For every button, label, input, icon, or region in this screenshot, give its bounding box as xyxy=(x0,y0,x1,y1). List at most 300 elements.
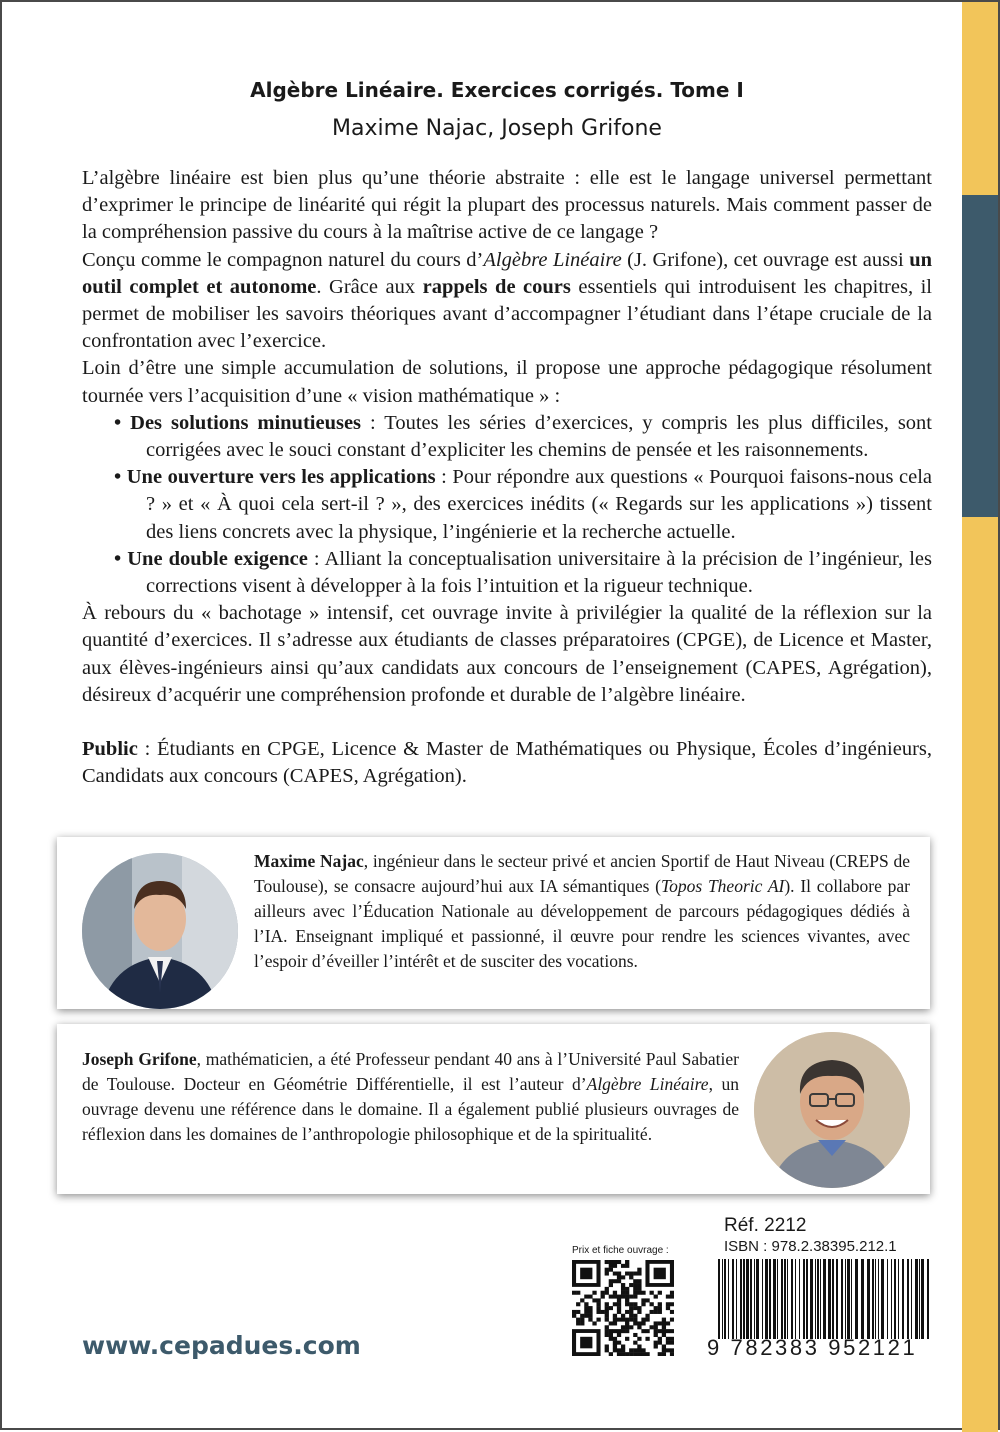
qr-module xyxy=(617,1352,621,1356)
qr-module xyxy=(645,1318,649,1322)
bullet-marker: • xyxy=(114,466,122,489)
qr-module xyxy=(654,1321,658,1325)
bio-text: , un ouvrage devenu une référence dans le domaine. Il a également publié plusieurs ouvrages de réflexion dans les domaines de l’anthropologie philosophique et de la spiritualité. xyxy=(82,1074,740,1144)
qr-module xyxy=(629,1348,633,1352)
qr-module xyxy=(596,1298,600,1302)
barcode-bar xyxy=(781,1259,783,1339)
qr-module xyxy=(654,1295,658,1299)
qr-module xyxy=(617,1275,621,1279)
description xyxy=(82,165,932,790)
qr-module xyxy=(613,1302,617,1306)
qr-module xyxy=(592,1298,596,1302)
barcode-bar xyxy=(836,1259,838,1339)
qr-module xyxy=(654,1329,658,1333)
qr-module xyxy=(670,1310,674,1314)
qr-module xyxy=(621,1314,625,1318)
qr-module xyxy=(637,1272,641,1276)
qr-module xyxy=(617,1329,621,1333)
barcode-bar xyxy=(861,1259,864,1339)
italic-title: Algèbre Linéaire xyxy=(483,248,622,271)
qr-module xyxy=(633,1295,637,1299)
barcode-bar xyxy=(921,1259,924,1339)
qr-finder xyxy=(580,1268,592,1280)
qr-module xyxy=(605,1310,609,1314)
qr-module xyxy=(617,1333,621,1337)
qr-module xyxy=(625,1352,629,1356)
qr-module xyxy=(613,1318,617,1322)
qr-module xyxy=(605,1348,609,1352)
qr-module xyxy=(666,1341,670,1345)
qr-finder xyxy=(580,1337,592,1349)
audience-text: : Étudiants en CPGE, Licence & Master de Mathématiques ou Physique, Écoles d’ingénieurs, Candidats aux concours (CAPES, Agrégation). xyxy=(82,738,932,788)
barcode-bar xyxy=(769,1259,771,1339)
qr-module xyxy=(629,1352,633,1356)
qr-module xyxy=(621,1264,625,1268)
qr-module xyxy=(621,1283,625,1287)
qr-module xyxy=(637,1321,641,1325)
qr-module xyxy=(617,1348,621,1352)
qr-module xyxy=(654,1325,658,1329)
barcode-digits: 9 782383 952121 xyxy=(707,1335,918,1360)
qr-module xyxy=(662,1318,666,1322)
qr-module xyxy=(641,1348,645,1352)
qr-module xyxy=(625,1295,629,1299)
qr-module xyxy=(588,1314,592,1318)
qr-module xyxy=(658,1291,662,1295)
qr-module xyxy=(605,1268,609,1272)
bullet-item xyxy=(114,464,932,546)
qr-module xyxy=(629,1314,633,1318)
barcode-bar xyxy=(732,1259,734,1339)
qr-module xyxy=(609,1306,613,1310)
qr-module xyxy=(666,1329,670,1333)
qr-module xyxy=(605,1291,609,1295)
bullet-text: : Alliant la conceptualisation universitaire à la précision de l’ingénieur, les corrections visent à développer à la fois l’intuition et la rigueur technique. xyxy=(146,547,932,598)
qr-module xyxy=(633,1306,637,1310)
qr-module xyxy=(588,1318,592,1322)
qr-module xyxy=(621,1318,625,1322)
qr-module xyxy=(596,1318,600,1322)
text-run: (J. Grifone), cet ouvrage est aussi xyxy=(621,248,910,271)
barcode-bar xyxy=(872,1259,874,1339)
qr-module xyxy=(609,1283,613,1287)
qr-module xyxy=(629,1310,633,1314)
author-name: Maxime Najac xyxy=(254,851,364,871)
barcode-bar xyxy=(867,1259,870,1339)
bold-phrase: rappels de cours xyxy=(422,275,571,298)
qr-module xyxy=(670,1302,674,1306)
qr-module xyxy=(650,1302,654,1306)
qr-module xyxy=(576,1302,580,1306)
qr-module xyxy=(621,1325,625,1329)
qr-module xyxy=(605,1329,609,1333)
barcode-bar xyxy=(777,1259,778,1339)
qr-module xyxy=(576,1318,580,1322)
barcode-bar xyxy=(750,1259,752,1339)
barcode-bar xyxy=(765,1259,768,1339)
barcode-bar xyxy=(823,1259,826,1339)
qr-module xyxy=(613,1264,617,1268)
qr-module xyxy=(641,1318,645,1322)
qr-module xyxy=(625,1291,629,1295)
qr-module xyxy=(658,1341,662,1345)
qr-module xyxy=(580,1321,584,1325)
qr-module xyxy=(662,1325,666,1329)
qr-module xyxy=(584,1302,588,1306)
qr-module xyxy=(637,1344,641,1348)
qr-module xyxy=(629,1306,633,1310)
barcode-bar xyxy=(875,1259,876,1339)
qr-module xyxy=(609,1337,613,1341)
qr-module xyxy=(641,1291,645,1295)
qr-module xyxy=(666,1348,670,1352)
qr-module xyxy=(633,1291,637,1295)
barcode-bar xyxy=(851,1259,852,1339)
qr-module xyxy=(662,1348,666,1352)
qr-module xyxy=(666,1337,670,1341)
qr-module xyxy=(625,1310,629,1314)
qr-module xyxy=(617,1295,621,1299)
barcode-bar xyxy=(718,1259,720,1339)
qr-module xyxy=(633,1348,637,1352)
bullet-title: Des solutions minutieuses xyxy=(130,411,362,434)
barcode-bar xyxy=(722,1259,723,1339)
qr-module xyxy=(629,1302,633,1306)
qr-module xyxy=(633,1352,637,1356)
author-bio-card-grifone xyxy=(57,1024,930,1194)
barcode-bar xyxy=(817,1259,819,1339)
qr-module xyxy=(666,1306,670,1310)
barcode-bar xyxy=(740,1259,742,1339)
qr-module xyxy=(645,1337,649,1341)
qr-module xyxy=(609,1321,613,1325)
qr-module xyxy=(637,1352,641,1356)
book-title: Algèbre Linéaire. Exercices corrigés. Tome I xyxy=(250,78,744,102)
barcode-bar xyxy=(810,1259,813,1339)
qr-module xyxy=(605,1306,609,1310)
qr-module xyxy=(576,1321,580,1325)
text-run: . Grâce aux xyxy=(316,275,423,298)
barcode-bar xyxy=(787,1259,788,1339)
qr-module xyxy=(629,1295,633,1299)
qr-module xyxy=(605,1344,609,1348)
text-run: essentiels qui introduisent les chapitres, il permet de mobiliser les savoirs théoriques avant d’accompagner l’étudiant dans l’étape cruciale de la confrontation avec l’exercice. xyxy=(82,275,933,353)
qr-module xyxy=(625,1337,629,1341)
qr-module xyxy=(662,1344,666,1348)
qr-module xyxy=(670,1352,674,1356)
qr-module xyxy=(629,1272,633,1276)
qr-module xyxy=(658,1302,662,1306)
bullet-text: : Toutes les séries d’exercices, y compris les plus difficiles, sont corrigées avec le souci constant d’expliciter les chemins de pensée et les raisonnements. xyxy=(146,411,932,462)
barcode-bar xyxy=(898,1259,899,1339)
qr-module xyxy=(637,1325,641,1329)
qr-module xyxy=(596,1306,600,1310)
qr-module xyxy=(670,1337,674,1341)
qr-module xyxy=(572,1314,576,1318)
reference-number: Réf. 2212 xyxy=(724,1215,807,1236)
barcode-bar xyxy=(746,1259,749,1339)
barcode-bar xyxy=(756,1259,759,1339)
qr-module xyxy=(613,1337,617,1341)
qr-module xyxy=(580,1318,584,1322)
qr-module xyxy=(605,1325,609,1329)
qr-module xyxy=(621,1352,625,1356)
qr-module xyxy=(609,1279,613,1283)
qr-module xyxy=(645,1298,649,1302)
barcode-bar xyxy=(828,1259,831,1339)
barcode-bar xyxy=(847,1259,850,1339)
barcode-bar xyxy=(891,1259,892,1339)
barcode-bar xyxy=(784,1259,786,1339)
bio-text: , mathématicien, a été Professeur pendant 40 ans à l’Université Paul Sabatier de Toulouse. Docteur en Géométrie Différentielle, il est l’auteur d’ xyxy=(82,1049,739,1094)
qr-module xyxy=(621,1295,625,1299)
intro-paragraph-1: L’algèbre linéaire est bien plus qu’une théorie abstraite : elle est le langage universel permettant d’exprimer le principe de linéarité qui régit la plupart des processus naturels. Mais comment passer de la compréhension passive du cours à la maîtrise active de ce langage ? xyxy=(82,167,932,244)
bullet-marker: • xyxy=(114,411,122,434)
qr-module xyxy=(670,1291,674,1295)
qr-module xyxy=(625,1302,629,1306)
qr-module xyxy=(641,1329,645,1333)
qr-module xyxy=(666,1295,670,1299)
qr-finder xyxy=(654,1268,666,1280)
qr-module xyxy=(584,1314,588,1318)
qr-module xyxy=(605,1318,609,1322)
qr-module xyxy=(617,1298,621,1302)
qr-module xyxy=(613,1279,617,1283)
qr-module xyxy=(625,1321,629,1325)
qr-module xyxy=(605,1260,609,1264)
qr-module xyxy=(617,1302,621,1306)
italic-title: Algèbre Linéaire xyxy=(586,1074,709,1094)
text-run: Conçu comme le compagnon naturel du cours d’ xyxy=(82,248,484,271)
qr-module xyxy=(609,1333,613,1337)
qr-module xyxy=(662,1333,666,1337)
barcode-bar xyxy=(881,1259,884,1339)
qr-module xyxy=(609,1352,613,1356)
qr-module xyxy=(613,1314,617,1318)
publisher-website[interactable]: www.cepadues.com xyxy=(82,1331,361,1360)
isbn-number: ISBN : 978.2.38395.212.1 xyxy=(724,1238,897,1255)
intro-paragraph-2 xyxy=(82,247,932,356)
barcode-bar xyxy=(803,1259,805,1339)
qr-module xyxy=(633,1321,637,1325)
qr-module xyxy=(617,1318,621,1322)
qr-module xyxy=(629,1275,633,1279)
barcode-bar xyxy=(724,1259,726,1339)
barcode-bar xyxy=(907,1259,909,1339)
qr-module xyxy=(633,1318,637,1322)
intro-paragraph-3: Loin d’être une simple accumulation de solutions, il propose une approche pédagogique résolument tournée vers l’acquisition d’une « vision mathématique » : xyxy=(82,357,932,407)
qr-module xyxy=(666,1321,670,1325)
qr-module xyxy=(637,1279,641,1283)
qr-module xyxy=(645,1352,649,1356)
qr-module xyxy=(658,1321,662,1325)
qr-module xyxy=(650,1310,654,1314)
qr-module xyxy=(654,1333,658,1337)
qr-module xyxy=(670,1341,674,1345)
qr-module xyxy=(609,1329,613,1333)
qr-module xyxy=(621,1287,625,1291)
bullet-text: : Pour répondre aux questions « Pourquoi faisons-nous cela ? » et « À quoi cela sert-il ? », des exercices inédits (« Regards sur les applications ») tissent des liens concrets avec la physique, l’ingénierie et la recherche actuelle. xyxy=(146,466,932,543)
barcode-bar xyxy=(878,1259,879,1339)
qr-module xyxy=(641,1298,645,1302)
italic-title: Topos Theoric AI xyxy=(661,876,785,896)
qr-module xyxy=(601,1291,605,1295)
qr-module xyxy=(625,1287,629,1291)
qr-module xyxy=(637,1283,641,1287)
qr-module xyxy=(588,1306,592,1310)
qr-module xyxy=(633,1287,637,1291)
qr-module xyxy=(580,1298,584,1302)
qr-module xyxy=(601,1295,605,1299)
barcode-bar xyxy=(841,1259,843,1339)
qr-module xyxy=(637,1306,641,1310)
author-bio-najac xyxy=(254,849,910,974)
portrait-illustration xyxy=(754,1032,910,1188)
bio-text: ). Il collabore par ailleurs avec l’Éducation Nationale au développement de parcours pédagogiques dédiés à l’IA. Enseignant impliqué et passionné, il œuvre pour rendre les sciences vivantes, avec l’espoir d’éveiller l’intérêt et de susciter des vocations. xyxy=(254,876,910,971)
barcode-bar xyxy=(915,1259,918,1339)
qr-module xyxy=(662,1352,666,1356)
bullet-title: Une ouverture vers les applications xyxy=(126,466,436,489)
bullet-marker: • xyxy=(114,547,122,570)
barcode-bar xyxy=(762,1259,763,1339)
qr-module xyxy=(592,1321,596,1325)
qr-module xyxy=(625,1325,629,1329)
qr-module xyxy=(601,1310,605,1314)
qr-module xyxy=(654,1341,658,1345)
qr-module xyxy=(637,1291,641,1295)
qr-module xyxy=(592,1291,596,1295)
qr-module xyxy=(658,1306,662,1310)
portrait-illustration xyxy=(82,853,238,1009)
book-authors: Maxime Najac, Joseph Grifone xyxy=(332,116,662,141)
barcode-bar xyxy=(773,1259,776,1339)
qr-module xyxy=(621,1348,625,1352)
audience-label: Public xyxy=(82,738,138,761)
barcode-bar xyxy=(754,1259,755,1339)
qr-module xyxy=(605,1314,609,1318)
qr-module xyxy=(621,1344,625,1348)
barcode-bar xyxy=(791,1259,793,1339)
qr-label: Prix et fiche ouvrage : xyxy=(572,1245,669,1256)
qr-module xyxy=(605,1333,609,1337)
isbn-barcode xyxy=(718,1259,930,1339)
qr-module xyxy=(670,1318,674,1322)
qr-module xyxy=(633,1314,637,1318)
qr-module xyxy=(621,1329,625,1333)
qr-module xyxy=(629,1325,633,1329)
qr-module xyxy=(650,1291,654,1295)
bold-phrase: un outil complet et autonome xyxy=(82,248,932,298)
side-stripe-teal xyxy=(962,195,998,517)
qr-module xyxy=(633,1302,637,1306)
qr-code[interactable] xyxy=(572,1260,674,1356)
qr-module xyxy=(658,1352,662,1356)
qr-module xyxy=(621,1275,625,1279)
qr-module xyxy=(613,1272,617,1276)
qr-module xyxy=(609,1264,613,1268)
qr-module xyxy=(645,1329,649,1333)
bullet-item xyxy=(114,410,932,464)
qr-module xyxy=(613,1291,617,1295)
barcode-bar xyxy=(820,1259,821,1339)
qr-module xyxy=(613,1295,617,1299)
qr-module xyxy=(576,1291,580,1295)
qr-module xyxy=(613,1344,617,1348)
qr-module xyxy=(658,1329,662,1333)
qr-module xyxy=(605,1302,609,1306)
qr-module xyxy=(641,1302,645,1306)
barcode-bar xyxy=(927,1259,929,1339)
barcode-bar xyxy=(832,1259,834,1339)
qr-module xyxy=(617,1272,621,1276)
qr-module xyxy=(637,1268,641,1272)
qr-module xyxy=(633,1283,637,1287)
qr-module xyxy=(617,1310,621,1314)
qr-module xyxy=(670,1295,674,1299)
qr-module xyxy=(572,1291,576,1295)
qr-module xyxy=(629,1318,633,1322)
qr-module xyxy=(625,1329,629,1333)
qr-module xyxy=(654,1344,658,1348)
qr-module xyxy=(584,1295,588,1299)
barcode-bar xyxy=(855,1259,858,1339)
qr-module xyxy=(613,1260,617,1264)
barcode-bar xyxy=(894,1259,896,1339)
qr-module xyxy=(654,1310,658,1314)
barcode-bar xyxy=(919,1259,920,1339)
qr-module xyxy=(658,1337,662,1341)
qr-module xyxy=(666,1302,670,1306)
qr-module xyxy=(617,1341,621,1345)
qr-module xyxy=(637,1337,641,1341)
barcode-bar xyxy=(902,1259,904,1339)
qr-module xyxy=(609,1260,613,1264)
qr-module xyxy=(670,1348,674,1352)
qr-module xyxy=(609,1268,613,1272)
qr-module xyxy=(613,1321,617,1325)
qr-module xyxy=(650,1325,654,1329)
qr-module xyxy=(576,1310,580,1314)
barcode-bar xyxy=(806,1259,808,1339)
qr-module xyxy=(641,1321,645,1325)
qr-module xyxy=(596,1302,600,1306)
qr-module xyxy=(637,1348,641,1352)
qr-module xyxy=(662,1321,666,1325)
barcode-bar xyxy=(728,1259,729,1339)
qr-module xyxy=(613,1341,617,1345)
qr-module xyxy=(670,1329,674,1333)
qr-module xyxy=(633,1333,637,1337)
qr-module xyxy=(629,1283,633,1287)
audience-paragraph xyxy=(82,736,932,790)
qr-module xyxy=(617,1279,621,1283)
qr-module xyxy=(617,1260,621,1264)
qr-module xyxy=(625,1298,629,1302)
barcode-bar xyxy=(743,1259,745,1339)
author-name: Joseph Grifone xyxy=(82,1049,197,1069)
author-photo-najac xyxy=(82,853,238,1009)
author-bio-card-najac xyxy=(57,837,930,1009)
qr-module xyxy=(588,1295,592,1299)
qr-module xyxy=(613,1329,617,1333)
qr-module xyxy=(580,1314,584,1318)
qr-module xyxy=(662,1329,666,1333)
barcode-bar xyxy=(815,1259,816,1339)
qr-module xyxy=(621,1291,625,1295)
qr-module xyxy=(645,1314,649,1318)
qr-module xyxy=(617,1306,621,1310)
qr-module xyxy=(625,1260,629,1264)
